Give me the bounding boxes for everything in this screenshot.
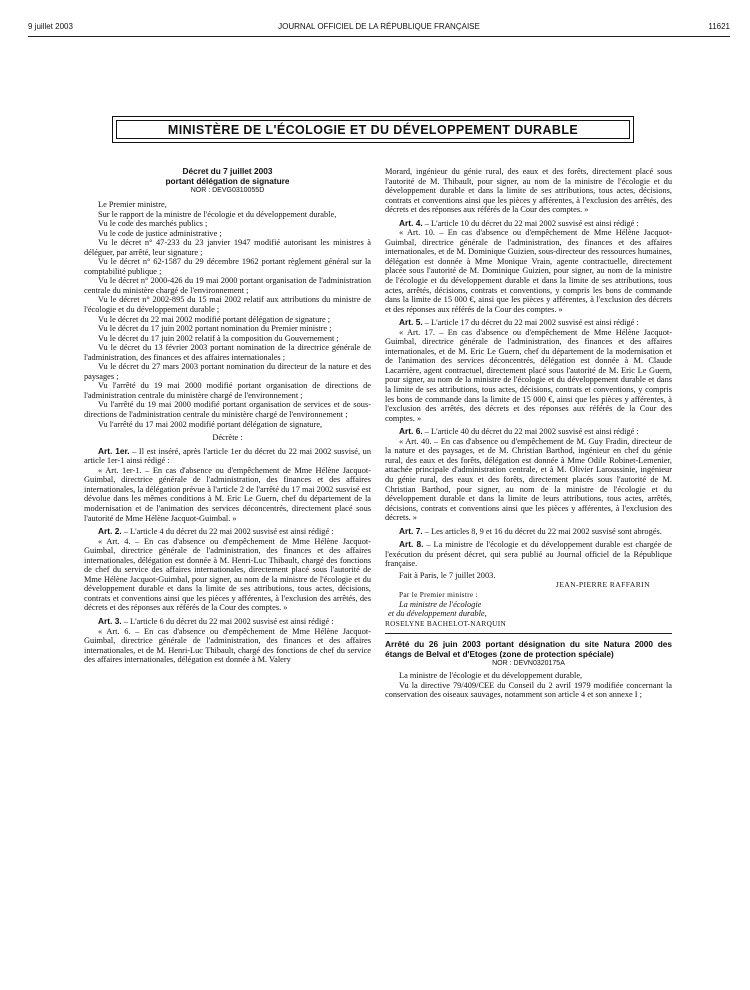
header-journal-title: JOURNAL OFFICIEL DE LA RÉPUBLIQUE FRANÇAISE: [278, 22, 480, 31]
visa-paragraph: Vu l'arrêté du 17 mai 2002 modifié portant délégation de signature,: [98, 419, 323, 429]
article-label: Art. 1er.: [98, 445, 130, 456]
article-body-paragraph: [84, 627, 371, 665]
article-label: Art. 2.: [98, 526, 122, 537]
visa-paragraph: Vu le décret n° 47-233 du 23 janvier 1947 modifié autorisant les ministres à déléguer, par arrêté, leur signature ;: [84, 238, 371, 257]
article-body-paragraph: [385, 228, 672, 314]
article-heading-paragraph: [84, 447, 371, 466]
article-text: « Art. 10. – En cas d'absence ou d'empêchement de Mme Hélène Jacquot-Guimbal, directrice générale de l'administration, des finances et des affaires internationales, et de M. Dominique Guizien, sous-directeur des ressources humaines, délégation est donnée à Mme Monique Vrain, agente contractuelle, directement placée sous l'autorité de M. Dominique Guizien, pour signer, au nom de la ministre de l'écologie et du développement durable et dans la limite de ses attributions, tous actes, arrêtés, décisions, contrats et conventions, y compris les bons de commande dans la limite de 15 000 €, ainsi que les pièces y afférentes, à l'exclusion des décrets et des réponses aux référés de la Cour des comptes. »: [385, 228, 672, 314]
visa-paragraph: Vu le décret du 17 juin 2002 relatif à la composition du Gouvernement ;: [98, 333, 339, 343]
signature-place-date: Fait à Paris, le 7 juillet 2003.: [399, 570, 496, 580]
visa-paragraph: Vu le décret n° 2002-895 du 15 mai 2002 relatif aux attributions du ministre de l'écologie et du développement durable ;: [84, 295, 371, 315]
article-body-paragraph: [385, 437, 672, 523]
signature-role-1: La ministre de l'écologie: [399, 599, 482, 609]
visa-paragraph: Vu le décret du 22 mai 2002 modifié portant délégation de signature ;: [98, 314, 331, 324]
article-text: – L'article 17 du décret du 22 mai 2002 susvisé est ainsi rédigé :: [422, 318, 639, 328]
article-body-paragraph: [84, 537, 371, 613]
visa-paragraph: Vu le code des marchés publics ;: [98, 219, 208, 229]
articles-right: [385, 167, 672, 569]
decret-title: Décret du 7 juillet 2003: [182, 167, 273, 176]
visas-list: [84, 200, 371, 429]
signature-role-2: et du développement durable,: [388, 609, 487, 619]
header-rule: [28, 36, 730, 37]
visa-paragraph: Vu l'arrêté du 19 mai 2000 modifié portant organisation de directions de l'administration centrale du ministère chargé de l'environnement ;: [84, 381, 371, 400]
ministry-title: MINISTÈRE DE L'ÉCOLOGIE ET DU DÉVELOPPEMENT DURABLE: [116, 120, 630, 139]
article-label: Art. 6.: [399, 426, 423, 437]
article-text: – La ministre de l'écologie et du développement durable est chargée de l'exécution du présent décret, qui sera publié au Journal officiel de la République française.: [385, 540, 672, 569]
signature-par: Par le Premier ministre :: [399, 589, 478, 599]
article-label: Art. 5.: [399, 317, 423, 328]
article-text: – Les articles 8, 9 et 16 du décret du 22 mai 2002 susvisé sont abrogés.: [422, 526, 662, 536]
left-column: [84, 167, 371, 987]
visa-paragraph: Vu le décret du 27 mars 2003 portant nomination du directeur de la nature et des paysages ;: [84, 362, 371, 381]
article-body-paragraph: [385, 167, 672, 215]
decret-nor: NOR : DEVG0310055D: [190, 187, 265, 194]
right-column: [385, 167, 672, 987]
decret-subtitle: portant délégation de signature: [165, 175, 290, 186]
arrete-para-1: La ministre de l'écologie et du développement durable,: [399, 670, 583, 680]
article-body-paragraph: [84, 466, 371, 523]
visa-paragraph: Vu le décret du 17 juin 2002 portant nomination du Premier ministre ;: [98, 324, 332, 334]
arrete-nor: NOR : DEVN0320175A: [492, 659, 565, 667]
article-heading-paragraph: [385, 427, 672, 437]
section-rule: [385, 633, 672, 634]
visa-paragraph: Vu le décret n° 62-1587 du 29 décembre 1962 portant règlement général sur la comptabilité publique ;: [84, 257, 371, 276]
article-heading-paragraph: [84, 617, 371, 627]
article-text: – Il est inséré, après l'article 1er du décret du 22 mai 2002 susvisé, un article 1er-1 ainsi rédigé :: [84, 446, 371, 466]
article-text: – L'article 6 du décret du 22 mai 2002 susvisé est ainsi rédigé :: [121, 616, 334, 626]
article-text: – L'article 10 du décret du 22 mai 2002 susvisé est ainsi rédigé :: [422, 218, 639, 228]
article-text: – L'article 4 du décret du 22 mai 2002 susvisé est ainsi rédigé :: [121, 527, 334, 537]
visa-paragraph: Vu le décret n° 2000-426 du 19 mai 2000 portant organisation de l'administration centrale du ministère chargé de l'environnement ;: [84, 276, 371, 295]
signature-minister: ROSELYNE BACHELOT-NARQUIN: [385, 618, 507, 628]
header-date: 9 juillet 2003: [28, 22, 73, 31]
arrete-para-2: Vu la directive 79/409/CEE du Conseil du 2 avril 1979 modifiée concernant la conservation des oiseaux sauvages, notamment son article 4 et son annexe I ;: [385, 680, 672, 700]
visa-paragraph: Le Premier ministre,: [98, 200, 167, 209]
articles-left: [84, 447, 371, 665]
signature-signer: JEAN-PIERRE RAFFARIN: [555, 580, 650, 590]
visa-paragraph: Sur le rapport de la ministre de l'écologie et du développement durable,: [98, 209, 337, 219]
visa-paragraph: Vu l'arrêté du 19 mai 2000 modifié portant organisation de services et de sous-directions de l'administration centrale du ministère chargé de l'environnement ;: [84, 400, 371, 420]
decrete-label: Décrète :: [212, 433, 243, 443]
visa-paragraph: Vu le décret du 13 février 2003 portant nomination de la directrice générale de l'administration, des finances et des affaires internationales ;: [84, 343, 371, 362]
ministry-box: [112, 116, 634, 143]
article-text: Morard, ingénieur du génie rural, des eaux et des forêts, directement placé sous l'autorité de M. Thibault, pour signer, au nom de la ministre de l'écologie et du développement durable et dans la limite de ses attributions, tous actes, décisions, contrats et conventions ainsi que les pièces y afférentes, à l'exclusion des arrêtés, des décrets et des réponses aux référés de la Cour des comptes. »: [385, 167, 672, 215]
article-heading-paragraph: [385, 219, 672, 229]
article-text: « Art. 1er-1. – En cas d'absence ou d'empêchement de Mme Hélène Jacquot-Guimbal, directrice générale de l'administration, des finances et des affaires internationales, la délégation prévue à l'article 2 de l'arrêté du 17 mai 2002 susvisé est dévolue dans les mêmes conditions à M. Eric Le Guern, chef du département de la modernisation et de l'animation des services déconcentrés, directement placé sous l'autorité de Mme Hélène Jacquot-Guimbal. »: [84, 465, 371, 523]
article-heading-paragraph: [385, 527, 672, 537]
article-body-paragraph: [385, 328, 672, 423]
article-text: « Art. 40. – En cas d'absence ou d'empêchement de M. Guy Fradin, directeur de la nature et des paysages, et de M. Christian Barthod, ingénieur en chef du génie rural, des eaux et des forêts, délégation est donnée à Mme Odile Robinet-Lemenier, attachée principale d'administration centrale, et à M. Olivier Laroussinie, ingénieur du génie rural, des eaux et des forêts, directement placés sous l'autorité de M. Christian Barthod, pour signer, au nom de la ministre de l'écologie et du développement durable et dans la limite de leurs attributions, tous actes, arrêtés, décisions, contrats et conventions ainsi que les pièces y afférentes, à l'exclusion des décrets. »: [385, 436, 672, 523]
visa-paragraph: Vu le code de justice administrative ;: [98, 228, 222, 238]
header-page-number: 11621: [708, 22, 730, 31]
article-heading-paragraph: [385, 318, 672, 328]
article-heading-paragraph: [84, 527, 371, 537]
page-header: [28, 22, 730, 36]
article-text: « Art. 6. – En cas d'absence ou d'empêchement de Mme Hélène Jacquot-Guimbal, directrice générale de l'administration, des finances et des affaires internationales, et de M. Henri-Luc Thibault, chargé des fonctions de chef du service des affaires internationales, délégation est donnée à M. Valery: [84, 626, 371, 665]
article-label: Art. 8.: [399, 539, 424, 550]
article-label: Art. 4.: [399, 217, 423, 228]
article-label: Art. 7.: [399, 525, 423, 536]
arrete-title: Arrêté du 26 juin 2003 portant désignation du site Natura 2000 des étangs de Belval et d'Etoges (zone de protection spéciale): [385, 639, 672, 659]
article-text: « Art. 17. – En cas d'absence ou d'empêchement de Mme Hélène Jacquot-Guimbal, directrice générale de l'administration, des finances et des affaires internationales, et de M. Eric Le Guern, chef du département de la modernisation et de l'animation des services déconcentrés, délégation est donnée à M. Claude Lacarrière, agent contractuel, directement placé sous l'autorité de M. Eric Le Guern, pour signer, au nom de la ministre de l'écologie et du développement durable et dans la limite de ses attributions, tous actes, décisions, contrats et conventions, y compris les bons de commande dans la limite de 15 000 €, ainsi que les pièces y afférentes, à l'exclusion des arrêtés, des décrets et des réponses aux référés de la Cour des comptes. »: [385, 327, 672, 423]
article-heading-paragraph: [385, 540, 672, 569]
article-text: « Art. 4. – En cas d'absence ou d'empêchement de Mme Hélène Jacquot-Guimbal, directrice générale de l'administration, des finances et des affaires internationales, délégation est donnée à M. Henri-Luc Thibault, chargé des fonctions de chef du service des affaires internationales, directement placé sous l'autorité de Mme Hélène Jacquot-Guimbal, pour signer, au nom de la ministre de l'écologie et du développement durable et dans la limite de ses attributions, tous actes, décisions, contrats et conventions ainsi que les pièces y afférentes, à l'exclusion des arrêtés, des décrets et des réponses aux référés de la Cour des comptes. »: [84, 536, 371, 613]
article-text: – L'article 40 du décret du 22 mai 2002 susvisé est ainsi rédigé :: [422, 427, 639, 437]
article-label: Art. 3.: [98, 615, 122, 626]
